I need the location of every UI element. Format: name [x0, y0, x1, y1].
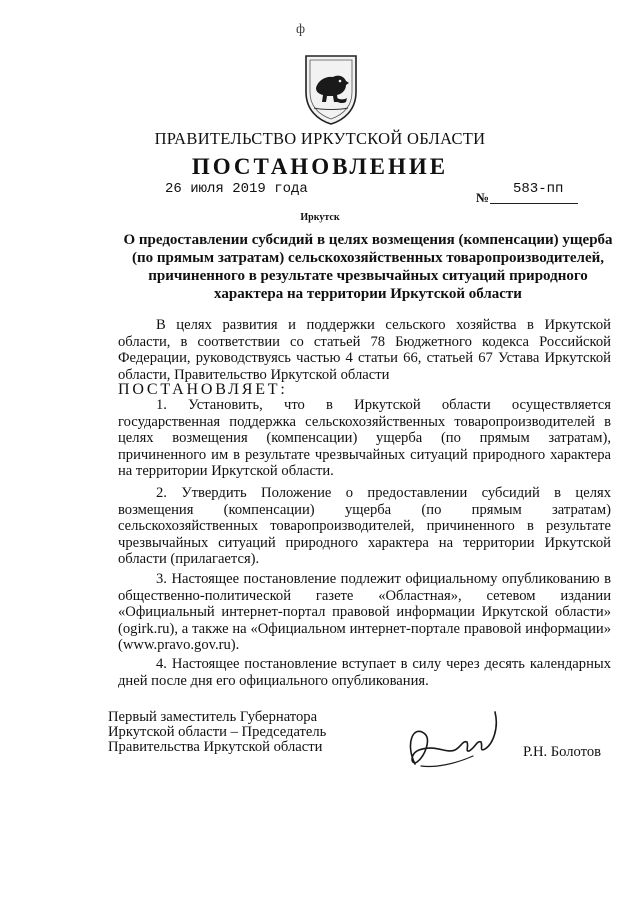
signer-position-line-3: Правительства Иркутской области [108, 739, 323, 755]
coat-of-arms-icon [300, 52, 362, 126]
signer-name: Р.Н. Болотов [523, 744, 602, 760]
document-number: 583-пп [513, 181, 564, 197]
city-name: Иркутск [300, 212, 340, 223]
intro-paragraph: В целях развития и поддержки сельского хозяйства в Иркутской области, в соответствии со статьей 78 Бюджетного кодекса Российской Федерации, руководствуясь частью 4 статьи 66, статьей 67 Устава Иркутской области, Правительство Иркутской области [118, 317, 611, 383]
handwritten-signature [395, 704, 515, 782]
resolution-item-2: 2. Утвердить Положение о предоставлении субсидий в целях возмещения (компенсации) ущерба (по прямым затратам) сельскохозяйственных товаропроизводителей, причиненного в результате чрезвычайных ситуаций природного характера на территории Иркутской области (прилагается). [118, 485, 611, 567]
resolution-item-4: 4. Настоящее постановление вступает в силу через десять календарных дней после дня его официального опубликования. [118, 656, 611, 689]
number-label: № [476, 190, 490, 205]
document-type: ПОСТАНОВЛЕНИЕ [191, 154, 449, 179]
signer-position-line-1: Первый заместитель Губернатора [108, 709, 318, 725]
signer-position-line-2: Иркутской области – Председатель [108, 724, 327, 740]
resolution-item-3: 3. Настоящее постановление подлежит официальному опубликованию в общественно-политической газете «Областная», сетевом издании «Официальный интернет-портал правовой информации Иркутской области» (ogirk.ru), а также на «Официальном интернет-портале правовой информации» (www.pravo.gov.ru). [118, 571, 611, 653]
resolves-heading: ПОСТАНОВЛЯЕТ: [118, 381, 288, 398]
document-date: 26 июля 2019 года [165, 181, 308, 197]
top-mark: ф [296, 22, 306, 37]
resolution-item-1: 1. Установить, что в Иркутской области осуществляется государственная поддержка сельскохозяйственных товаропроизводителей в целях возмещения (компенсации) ущерба (по прямым затратам), причиненного им в результате чрезвычайных ситуаций природного характера на территории Иркутской области. [118, 397, 611, 479]
organization-name: ПРАВИТЕЛЬСТВО ИРКУТСКОЙ ОБЛАСТИ [154, 129, 486, 148]
number-underline [490, 203, 578, 204]
document-title: О предоставлении субсидий в целях возмещения (компенсации) ущерба (по прямым затратам) сельскохозяйственных товаропроизводителей, причиненного в результате чрезвычайных ситуаций природного характера на территории Иркутской области [123, 232, 613, 302]
signer-position [108, 710, 326, 755]
